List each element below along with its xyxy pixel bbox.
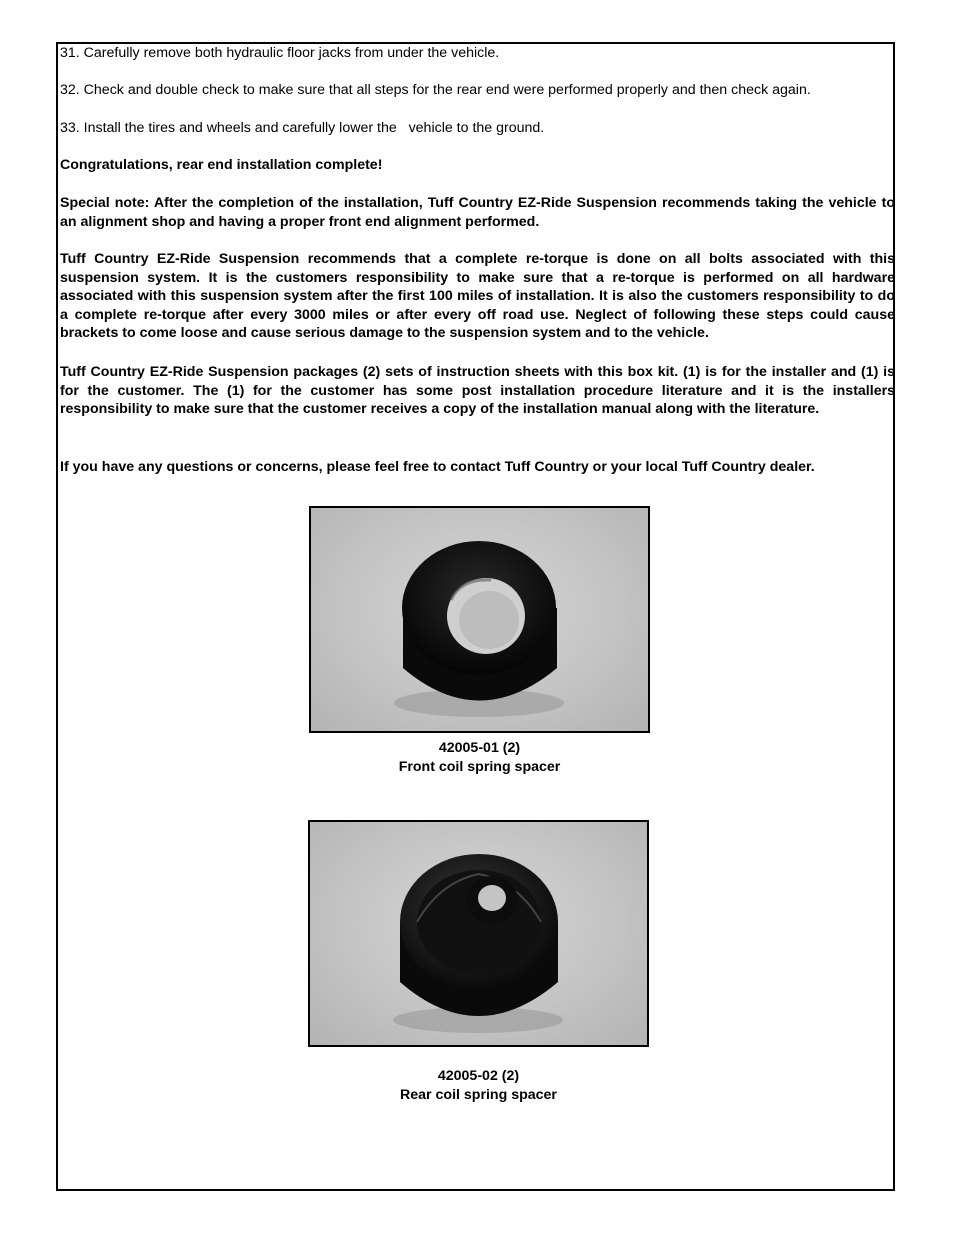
rear-spacer-caption xyxy=(308,1067,649,1104)
special-note: Special note: After the completion of the installation, Tuff Country EZ-Ride Suspension recommends taking the vehicle to an alignment shop and having a proper front end alignment performed. xyxy=(60,195,895,230)
front-spacer-image xyxy=(311,508,648,731)
rear-spacer-image xyxy=(310,822,647,1045)
instruction-sheets-note: Tuff Country EZ-Ride Suspension packages (2) sets of instruction sheets with this box kit. (1) is for the installer and (1) is for the customer. The (1) for the customer has some post installation procedure literature and it is the installers responsibility to make sure that the customer receives a copy of the installation manual along with the literature. xyxy=(60,364,895,417)
retorque-note: Tuff Country EZ-Ride Suspension recommends that a complete re-torque is done on all bolts associated with this suspension system. It is the customers responsibility to make sure that a re-torque is performed on all hardware associated with this suspension system after the first 100 miles of installation. It is also the customers responsibility to do a complete re-torque after every 3000 miles or after every off road use. Neglect of following these steps could cause brackets to come loose and cause serious damage to the suspension system and to the vehicle. xyxy=(60,251,895,341)
step-32: 32. Check and double check to make sure that all steps for the rear end were performed properly and then check again. xyxy=(60,82,811,98)
front-spacer-caption xyxy=(309,739,650,776)
document-page xyxy=(56,42,895,1191)
rear-spacer-description: Rear coil spring spacer xyxy=(400,1086,557,1103)
rear-spacer-photo xyxy=(308,820,649,1047)
front-spacer-description: Front coil spring spacer xyxy=(398,758,561,775)
congratulations-note: Congratulations, rear end installation complete! xyxy=(60,157,383,173)
step-31: 31. Carefully remove both hydraulic floor jacks from under the vehicle. xyxy=(60,45,500,61)
rear-spacer-part-number: 42005-02 (2) xyxy=(437,1068,520,1084)
contact-note: If you have any questions or concerns, please feel free to contact Tuff Country or your local Tuff Country dealer. xyxy=(60,459,815,475)
front-spacer-photo xyxy=(309,506,650,733)
step-33: 33. Install the tires and wheels and carefully lower the vehicle to the ground. xyxy=(60,120,545,136)
front-spacer-part-number: 42005-01 (2) xyxy=(438,740,521,756)
